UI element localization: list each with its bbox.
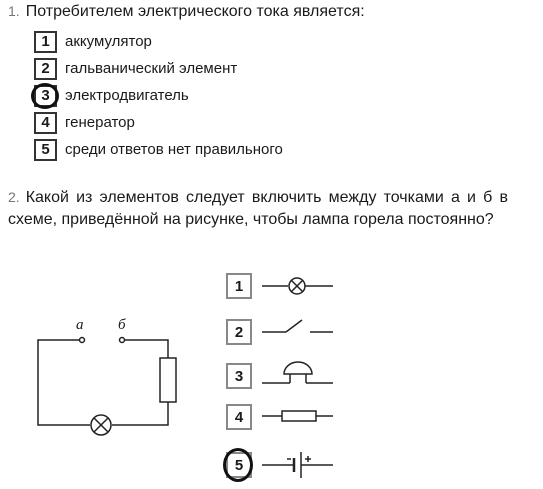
option-symbol-bell-icon xyxy=(262,362,333,383)
question-text: Какой из элементов следует включить между точками а и б в схеме, приведённой на рисунке, чтобы лампа горела постоянно? xyxy=(8,189,508,228)
option-number-box: 1 xyxy=(34,31,57,53)
option-label: электродвигатель xyxy=(65,87,189,104)
option-number-box: 5 xyxy=(34,139,57,161)
element-option-5-selected[interactable]: 5 xyxy=(226,452,252,478)
question-text: Потребителем электрического тока является: xyxy=(25,3,365,20)
option-number-box: 4 xyxy=(34,112,57,134)
option-number-box: 2 xyxy=(34,58,57,80)
point-b-label: б xyxy=(118,317,126,333)
option-symbol-switch-icon xyxy=(262,320,333,332)
terminal-a xyxy=(80,338,85,343)
option-number-box-selected: 3 xyxy=(34,85,57,107)
point-a-label: а xyxy=(76,317,84,333)
option-symbol-lamp-icon xyxy=(262,278,333,294)
option-label: гальванический элемент xyxy=(65,60,238,77)
option-symbol-battery-icon xyxy=(262,452,333,478)
question-number: 1. xyxy=(8,3,20,19)
terminal-b xyxy=(120,338,125,343)
element-option-1[interactable]: 1 xyxy=(226,273,252,299)
element-option-3[interactable]: 3 xyxy=(226,363,252,389)
element-option-2[interactable]: 2 xyxy=(226,319,252,345)
lamp-icon xyxy=(91,415,111,435)
question-number: 2. xyxy=(8,189,20,205)
option-label: аккумулятор xyxy=(65,33,152,50)
element-option-4[interactable]: 4 xyxy=(226,404,252,430)
resistor-icon xyxy=(160,358,176,402)
option-label: среди ответов нет правильного xyxy=(65,141,283,158)
option-label: генератор xyxy=(65,114,135,131)
option-symbol-resistor-icon xyxy=(262,411,333,421)
